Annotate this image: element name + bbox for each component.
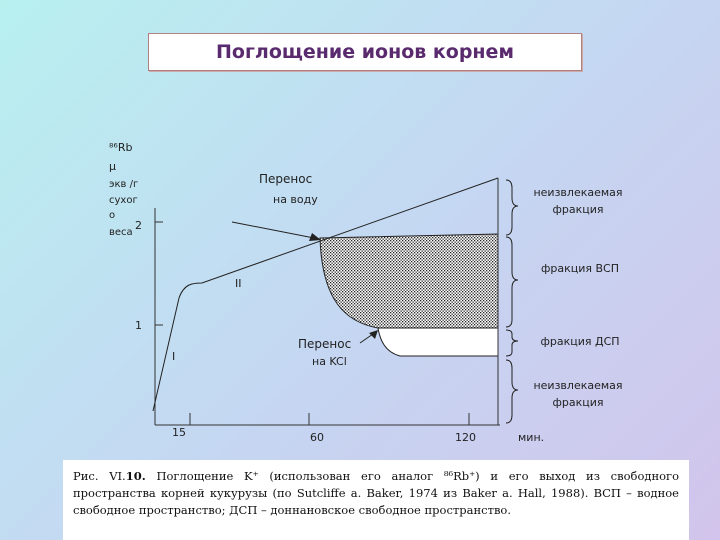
x-unit-label: мин.	[518, 431, 545, 444]
water-transfer-title: Перенос	[259, 172, 313, 186]
caption-text: Поглощение K⁺ (использован его аналог ⁸⁶Rb⁺) и его выход из свободного пространства корней кукурузы (по Sutcliffe a. Baker, 1974 из Baker a. Hall, 1988). ВСП – водное свободное пространство; ДСП – доннановское свободное пространство.	[73, 469, 679, 517]
brace-bottom	[506, 360, 518, 423]
kcl-transfer-arrowhead	[369, 330, 378, 339]
y-label-line-6: веса	[109, 227, 133, 238]
brace-wfs	[506, 237, 518, 327]
water-transfer-sub: на воду	[273, 193, 318, 206]
fraction-bottom-line1: неизвлекаемая	[533, 379, 623, 392]
phase-label-2: II	[235, 277, 242, 290]
caption-lead: Рис. VI.	[73, 469, 126, 483]
water-transfer-arrow	[232, 222, 314, 238]
fraction-bottom-line2: фракция	[552, 396, 604, 409]
kcl-transfer-sub: на KCl	[312, 355, 347, 368]
y-label-line-3: экв /г	[109, 179, 139, 190]
x-tick-label-60: 60	[310, 431, 324, 444]
y-label-line-5: о	[109, 210, 116, 221]
kcl-transfer-arrow	[360, 334, 373, 343]
y-tick-label-2: 2	[135, 219, 142, 232]
wfs-fraction-area	[320, 234, 498, 328]
x-tick-label-15: 15	[172, 426, 186, 439]
y-label-line-2: μ	[109, 160, 116, 173]
y-label-line-1: ⁸⁶Rb	[109, 141, 133, 154]
slide-title: Поглощение ионов корнем	[148, 33, 582, 71]
brace-top	[506, 180, 518, 235]
fraction-top-line2: фракция	[552, 203, 604, 216]
caption-number: 10.	[125, 469, 146, 483]
water-transfer-arrowhead	[309, 233, 321, 241]
y-tick-label-1: 1	[135, 319, 142, 332]
y-label-line-4: сухог	[109, 195, 138, 206]
phase-label-1: I	[172, 350, 176, 363]
fraction-top-line1: неизвлекаемая	[533, 186, 623, 199]
brace-dfs	[506, 330, 518, 356]
fraction-wfs-label: фракция ВСП	[540, 262, 620, 275]
kcl-transfer-title: Перенос	[298, 337, 352, 351]
figure-caption	[63, 460, 689, 540]
fraction-dfs-label: фракция ДСП	[540, 335, 620, 348]
x-tick-label-120: 120	[455, 431, 476, 444]
dfs-fraction-area	[378, 328, 498, 356]
